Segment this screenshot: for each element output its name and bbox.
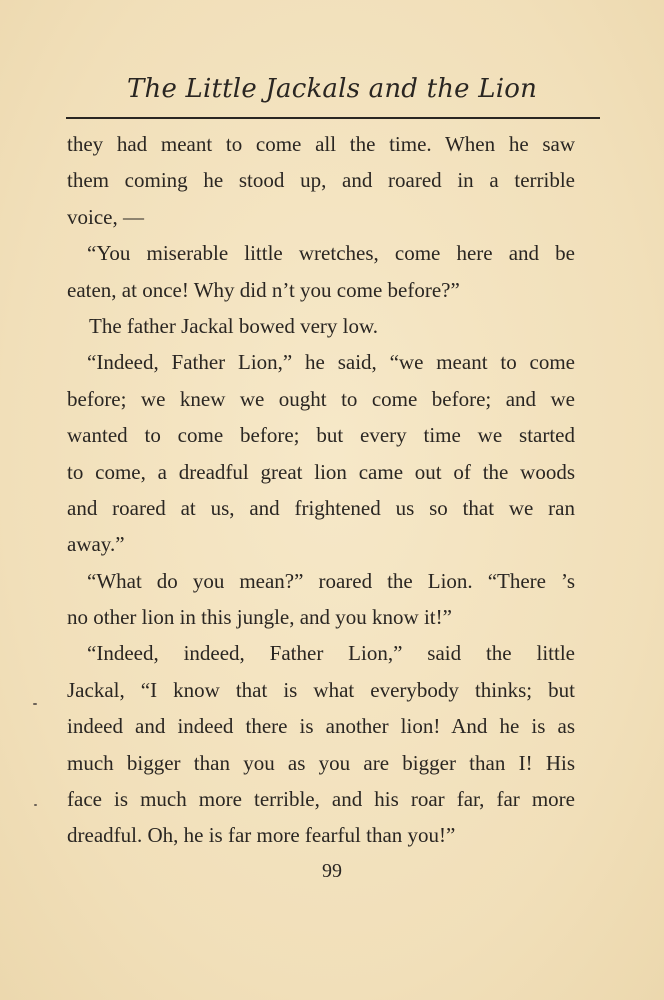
margin-speck: [34, 804, 37, 806]
running-header-title: The Little Jackals and the Lion: [126, 74, 538, 104]
margin-speck: [33, 703, 37, 705]
text-line: wanted to come before; but every time we started: [67, 423, 575, 448]
text-line: they had meant to come all the time. When he saw: [67, 132, 575, 156]
text-line: “You miserable little wretches, come here and be: [87, 241, 575, 266]
text-line: face is much more terrible, and his roar far, far more: [67, 787, 575, 812]
text-line: before; we knew we ought to come before; and we: [67, 386, 575, 411]
text-line: The father Jackal bowed very low.: [89, 313, 379, 338]
text-line: indeed and indeed there is another lion! And he is as: [67, 714, 575, 739]
text-line: no other lion in this jungle, and you know it!”: [67, 605, 452, 630]
page-number: 99: [322, 860, 342, 882]
header-rule: [66, 117, 600, 119]
text-line: “What do you mean?” roared the Lion. “There ’s: [87, 568, 575, 593]
text-line: dreadful. Oh, he is far more fearful than you!”: [67, 823, 456, 848]
text-line: Jackal, “I know that is what everybody thinks; but: [67, 677, 575, 702]
body-text: [67, 126, 575, 854]
text-line: much bigger than you as you are bigger than I! His: [67, 750, 575, 775]
text-line: them coming he stood up, and roared in a terrible: [67, 168, 575, 193]
text-line: away.”: [67, 532, 125, 557]
text-line: “Indeed, indeed, Father Lion,” said the little: [87, 641, 575, 666]
text-line: voice, —: [67, 204, 144, 229]
text-line: and roared at us, and frightened us so that we ran: [67, 495, 575, 520]
text-line: “Indeed, Father Lion,” he said, “we meant to come: [87, 350, 575, 375]
text-line: to come, a dreadful great lion came out of the woods: [67, 459, 575, 484]
text-line: eaten, at once! Why did n’t you come before?”: [67, 277, 460, 302]
